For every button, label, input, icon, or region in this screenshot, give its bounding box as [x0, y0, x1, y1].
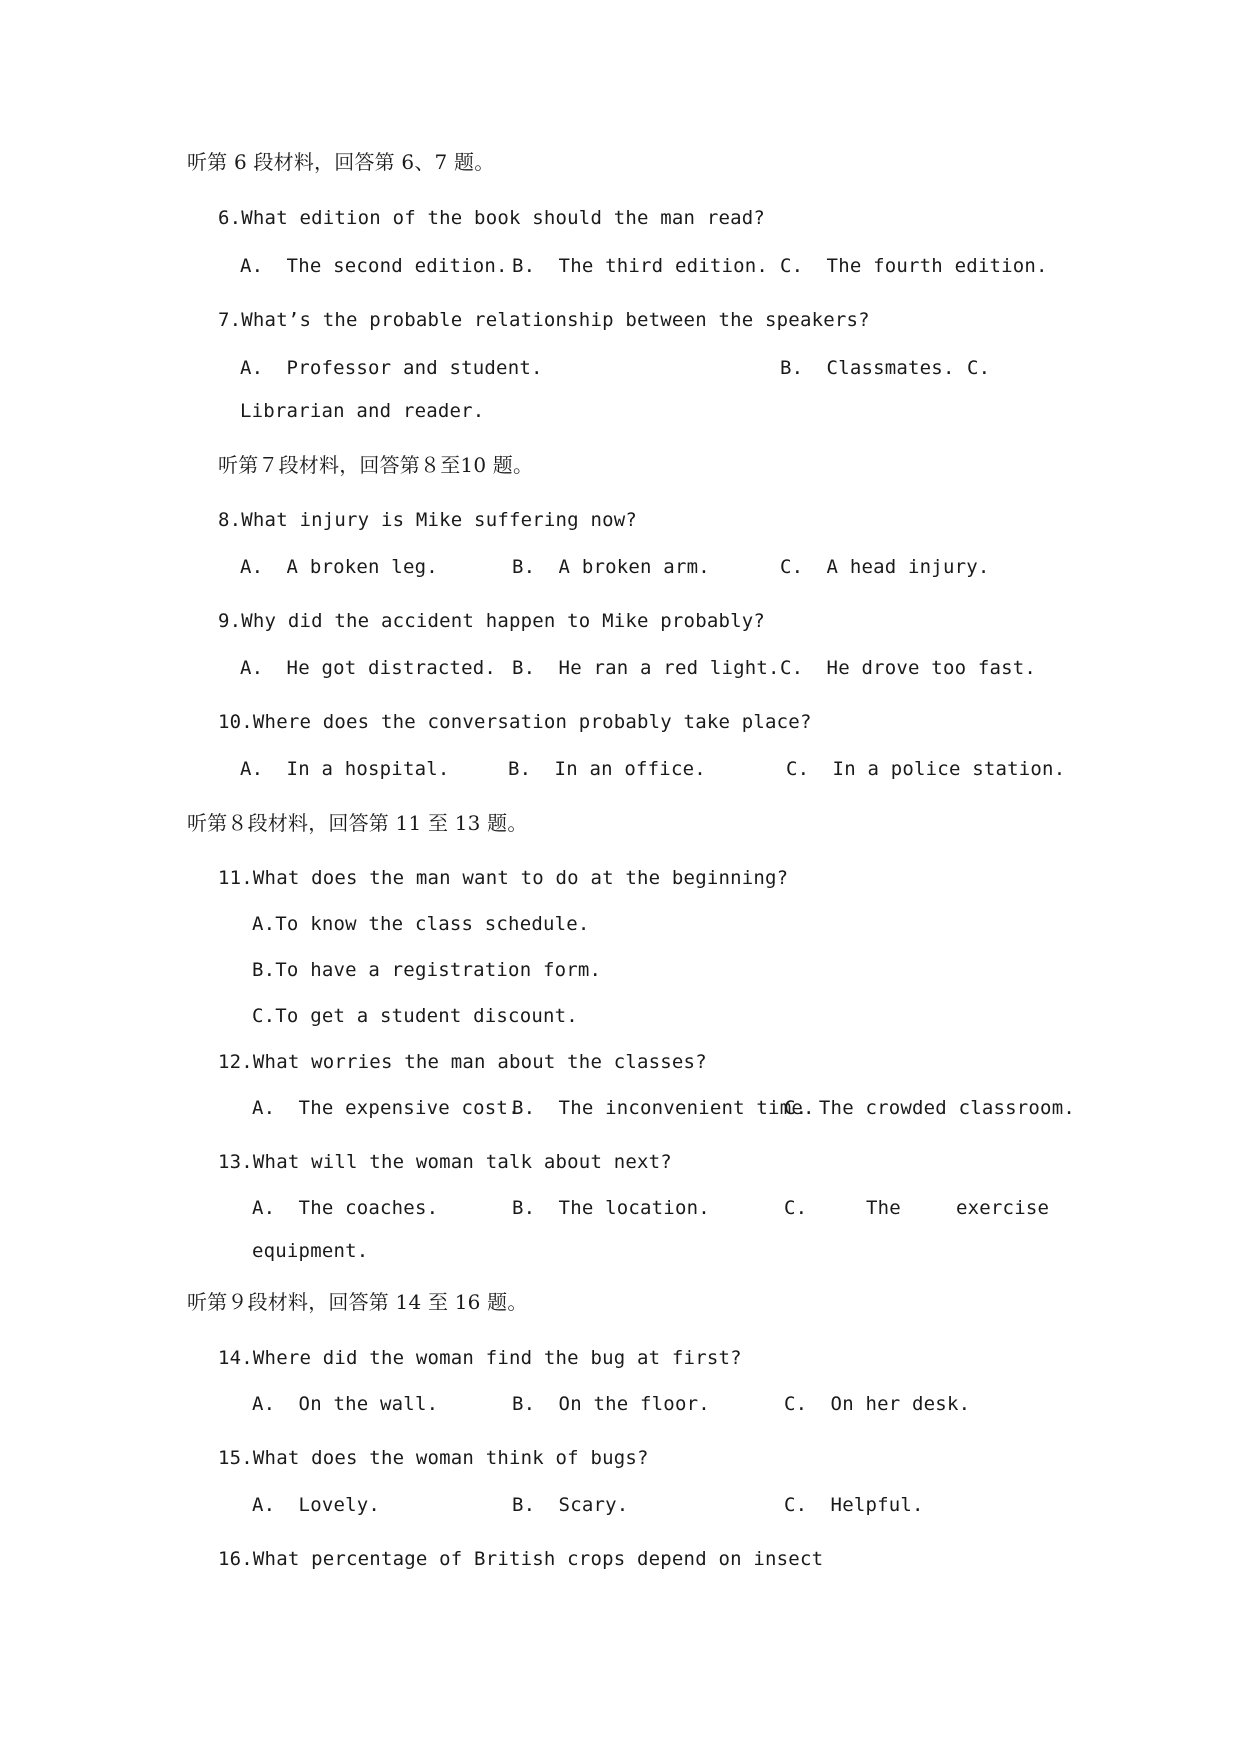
question-10-option-c: C. In a police station.: [786, 758, 1066, 780]
question-8-option-b: B. A broken arm.: [512, 556, 710, 578]
question-7-option-c-text: Librarian and reader.: [240, 400, 485, 422]
question-15-option-c: C. Helpful.: [784, 1494, 924, 1516]
question-7-option-a: A. Professor and student.: [240, 357, 543, 379]
question-12-option-b: B. The inconvenient time.: [512, 1097, 815, 1119]
question-7-stem: 7.What’s the probable relationship between the speakers?: [218, 309, 870, 331]
question-10-stem: 10.Where does the conversation probably take place?: [218, 711, 812, 733]
question-14-option-a: A. On the wall.: [252, 1393, 439, 1415]
question-7-option-b: B. Classmates.: [780, 357, 955, 379]
question-13-option-b: B. The location.: [512, 1197, 710, 1219]
question-11-stem: 11.What does the man want to do at the beginning?: [218, 867, 789, 889]
question-13-option-c: C.: [784, 1197, 808, 1219]
question-14-option-c: C. On her desk.: [784, 1393, 971, 1415]
section-heading-6: 听第 6 段材料，回答第 6、7 题。: [187, 150, 495, 174]
question-10-option-b: B. In an office.: [508, 758, 706, 780]
question-6-option-c: C. The fourth edition.: [780, 255, 1048, 277]
question-13-option-a: A. The coaches.: [252, 1197, 439, 1219]
question-9-option-a: A. He got distracted.: [240, 657, 497, 679]
question-8-stem: 8.What injury is Mike suffering now?: [218, 509, 638, 531]
question-11-option-b: B.To have a registration form.: [252, 959, 602, 981]
question-13-option-c-text: equipment.: [252, 1240, 369, 1262]
question-6-option-b: B. The third edition.: [512, 255, 769, 277]
section-heading-7: 听第７段材料，回答第８至10 题。: [218, 453, 534, 477]
question-10-option-a: A. In a hospital.: [240, 758, 450, 780]
question-13-stem: 13.What will the woman talk about next?: [218, 1151, 672, 1173]
question-6-option-a: A. The second edition.: [240, 255, 508, 277]
question-11-option-c: C.To get a student discount.: [252, 1005, 578, 1027]
question-11-option-a: A.To know the class schedule.: [252, 913, 590, 935]
question-12-option-a: A. The expensive cost.: [252, 1097, 520, 1119]
question-16-stem: 16.What percentage of British crops depend on insect: [218, 1548, 824, 1570]
question-9-option-c: C. He drove too fast.: [780, 657, 1037, 679]
question-12-stem: 12.What worries the man about the classes?: [218, 1051, 707, 1073]
question-15-option-a: A. Lovely.: [252, 1494, 381, 1516]
question-9-option-b: B. He ran a red light.: [512, 657, 780, 679]
question-12-option-c: C. The crowded classroom.: [784, 1097, 1075, 1119]
question-13-option-c-word-2: exercise: [956, 1197, 1050, 1219]
question-9-stem: 9.Why did the accident happen to Mike probably?: [218, 610, 766, 632]
section-heading-8: 听第８段材料，回答第 11 至 13 题。: [187, 811, 528, 835]
section-heading-9: 听第９段材料，回答第 14 至 16 题。: [187, 1290, 528, 1314]
question-15-stem: 15.What does the woman think of bugs?: [218, 1447, 649, 1469]
question-13-option-c-word-1: The: [866, 1197, 901, 1219]
question-15-option-b: B. Scary.: [512, 1494, 629, 1516]
question-14-stem: 14.Where did the woman find the bug at first?: [218, 1347, 742, 1369]
question-7-option-c: C.: [967, 357, 991, 379]
question-14-option-b: B. On the floor.: [512, 1393, 710, 1415]
question-8-option-c: C. A head injury.: [780, 556, 990, 578]
question-8-option-a: A. A broken leg.: [240, 556, 438, 578]
question-6-stem: 6.What edition of the book should the man read?: [218, 207, 766, 229]
